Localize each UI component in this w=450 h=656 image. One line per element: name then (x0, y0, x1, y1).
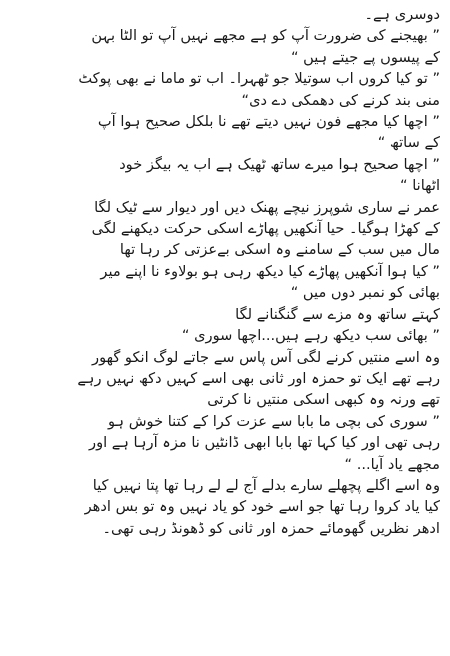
text-line-23: وہ اسے اگلے پچھلے سارے بدلے آج لے لے رہا تھا پتا نہیں کیا (92, 476, 440, 494)
text-line-2: ” بھیجنے کی ضرورت آپ کو ہے مجھے نہیں آپ تو الٹا بہن (91, 27, 440, 45)
text-line-3: کے پیسوں پے جیتے ہیں “ (290, 48, 440, 66)
text-line-12: مال میں سب کے سامنے وہ اسکی بےعزتی کر رہا تھا (119, 241, 440, 259)
text-line-20: ” سوری کی بچی ما بابا سے عزت کرا کے کتنا خوش ہو (107, 412, 440, 430)
text-line-24: کیا یاد کروا رہا تھا جو اسے خود کو یاد نہیں وہ تو بس ادھر (84, 498, 440, 516)
text-line-11: کے کھڑا ہوگیا۔ حیا آنکھیں پھاڑے اسکی حرکت دیکھنے لگی (91, 220, 440, 238)
text-line-25: ادھر نظریں گھومائے حمزہ اور ثانی کو ڈھونڈ رہی تھی۔ (102, 519, 440, 537)
text-line-15: کہتے ساتھ وہ مزے سے گنگنانے لگا (235, 305, 440, 323)
text-line-8: ” اچھا صحیح ہوا میرے ساتھ ٹھیک ہے اب یہ بیگز خود (119, 155, 440, 173)
text-line-4: ” تو کیا کروں اب سوتیلا جو ٹھہرا۔ اب تو ماما نے بھی پوکٹ (78, 70, 440, 88)
text-line-13: ” کیا ہوا آنکھیں پھاڑے کیا دیکھ رہی ہو بولاوء نا اپنے میر (100, 262, 440, 280)
text-line-17: وہ اسے منتیں کرنے لگی آس پاس سے جاتے لوگ انکو گھور (92, 348, 440, 366)
text-line-22: مجھے یاد آیا... “ (344, 455, 440, 473)
text-line-21: رہی تھی اور کیا کہا تھا بابا ابھی ڈانٹیں نا مزہ آرہا ہے اور (89, 434, 440, 452)
text-line-7: کے ساتھ “ (377, 134, 440, 152)
text-line-9: اٹھانا “ (400, 177, 440, 195)
text-line-14: بھائی کو نمبر دوں میں “ (290, 284, 440, 302)
text-line-18: رہے تھے ایک تو حمزہ اور ثانی بھی اسے کہیں دکھ نہیں رہے (77, 369, 440, 387)
text-line-10: عمر نے ساری شوپرز نیچے پھنک دیں اور دیوار سے ٹیک لگا (94, 198, 440, 216)
text-line-16: ” بھائی سب دیکھ رہے ہیں...اچھا سوری “ (181, 327, 440, 345)
text-line-1: دوسری ہے۔ (364, 6, 440, 23)
text-line-6: ” اچھا کیا مجھے فون نہیں دیتے تھے نا بلکل صحیح ہوا آپ (97, 113, 440, 131)
text-line-5: منی بند کرنے کی دھمکی دے دی“ (241, 91, 440, 109)
text-line-19: تھے ورنہ وہ کبھی اسکی منتیں نا کرتی (207, 391, 440, 409)
